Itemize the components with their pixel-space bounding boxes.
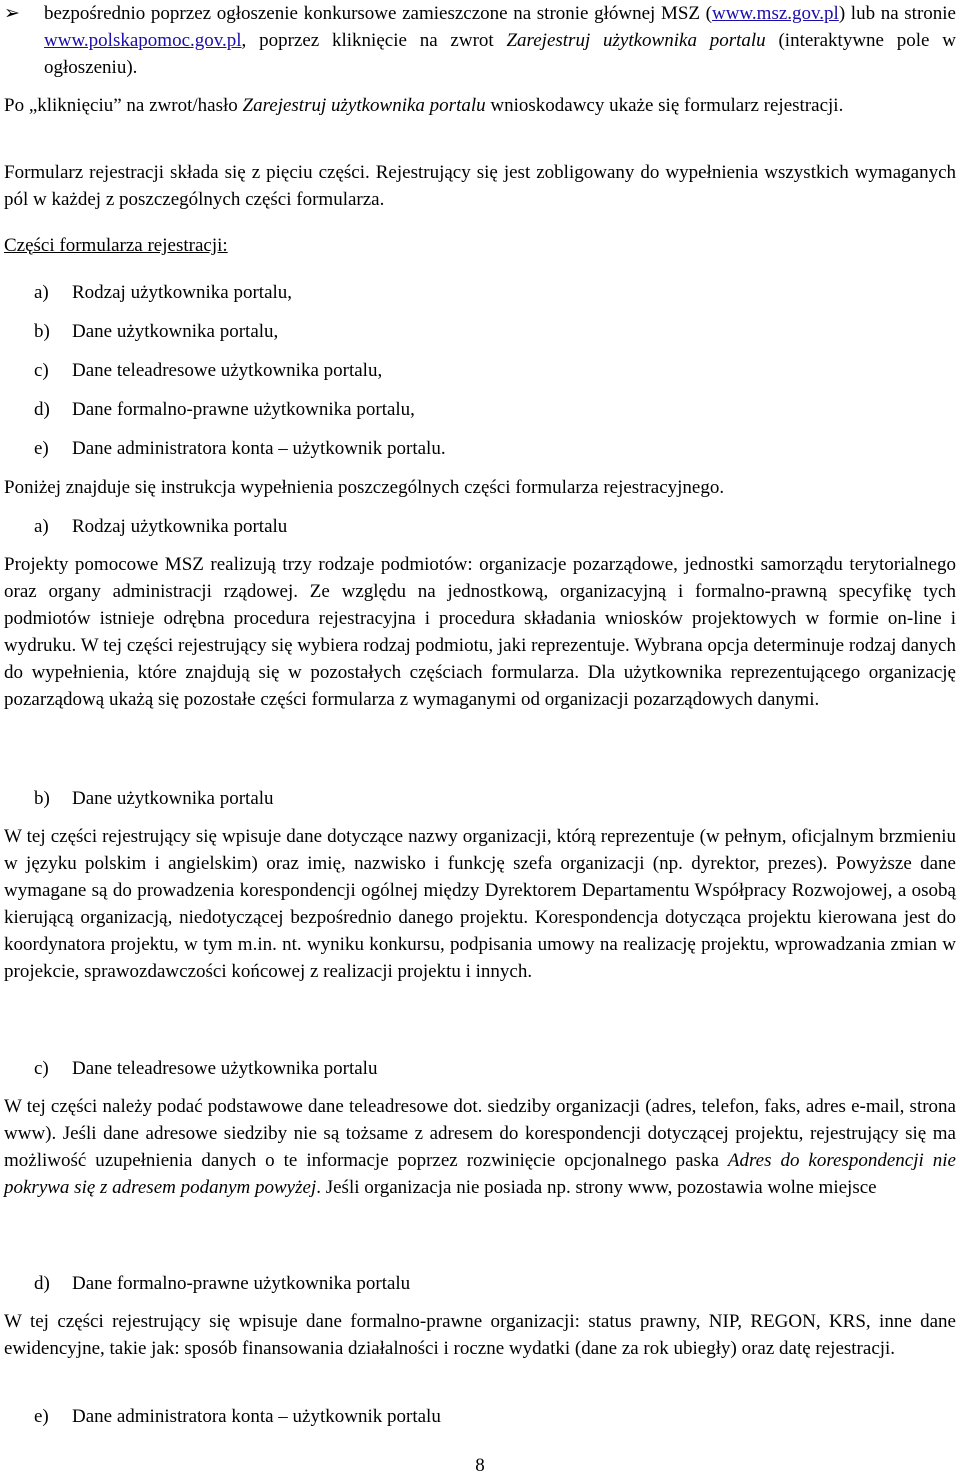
click-italic-phrase: Zarejestruj użytkownika portalu — [242, 95, 486, 116]
section-a-heading — [34, 513, 956, 540]
intro-text-3: , poprzez kliknięcie na zwrot — [241, 30, 507, 51]
polskapomoc-link[interactable]: www.polskapomoc.gov.pl — [44, 30, 242, 51]
section-title: Dane użytkownika portalu — [72, 788, 274, 809]
parts-heading-text: Części formularza rejestracji: — [4, 235, 228, 256]
section-title: Dane teleadresowe użytkownika portalu — [72, 1058, 378, 1079]
list-text: Dane teleadresowe użytkownika portalu, — [72, 360, 383, 381]
intro-text-1: bezpośrednio poprzez ogłoszenie konkursowe zamieszczone na stronie głównej MSZ ( — [44, 3, 712, 24]
parts-heading — [4, 232, 956, 259]
section-b-body: W tej części rejestrujący się wpisuje dane dotyczące nazwy organizacji, którą reprezentuje (w pełnym, oficjalnym brzmieniu w języku polskim i angielskim) oraz imię, nazwisko i funkcję szefa organizacji (np. dyrektor, prezes). Powyższe dane wymagane są do prowadzenia korespondencji ogólnej między Dyrektorem Departamentu Współpracy Rozwojowej, a osobą kierującą organizacją, niedotyczącej bezpośrednio danego projektu. Korespondencja dotycząca projektu kierowana jest do koordynatora projektu, w tym m.in. nt. wyniku konkursu, podpisania umowy na realizację projektu, wprowadzania zmian w projekcie, sprawozdawczości końcowej z realizacji projektu i innych. — [4, 826, 956, 982]
section-d-heading — [34, 1270, 956, 1297]
list-item — [34, 279, 956, 306]
list-letter: c) — [34, 360, 49, 381]
intro-italic-phrase: Zarejestruj użytkownika portalu — [506, 30, 766, 51]
click-text-after: wnioskodawcy ukaże się formularz rejestracji. — [485, 95, 844, 116]
section-title: Dane administratora konta – użytkownik portalu — [72, 1406, 441, 1427]
list-text: Dane użytkownika portalu, — [72, 321, 279, 342]
click-paragraph — [4, 92, 956, 119]
section-letter: a) — [34, 516, 49, 537]
section-letter: e) — [34, 1406, 49, 1427]
section-c-text-2: . Jeśli organizacja nie posiada np. strony www, pozostawia wolne miejsce — [316, 1177, 877, 1198]
list-text: Dane formalno-prawne użytkownika portalu, — [72, 399, 415, 420]
list-letter: a) — [34, 282, 49, 303]
section-letter: c) — [34, 1058, 49, 1079]
section-d-body: W tej części rejestrujący się wpisuje dane formalno-prawne organizacji: status prawny, NIP, REGON, KRS, inne dane ewidencyjne, takie jak: sposób finansowania działalności i roczne wydatki (dane za rok ubiegły) oraz datę rejestracji. — [4, 1311, 956, 1359]
list-text: Rodzaj użytkownika portalu, — [72, 282, 293, 303]
page-number: 8 — [475, 1455, 485, 1476]
intro-bullet-item — [0, 0, 956, 81]
intro-text-4: (interaktywne pole w ogłoszeniu). — [44, 30, 956, 78]
list-item — [34, 357, 956, 384]
list-item — [34, 435, 956, 462]
section-a-body: Projekty pomocowe MSZ realizują trzy rodzaje podmiotów: organizacje pozarządowe, jednostki samorządu terytorialnego oraz organy administracji rządowej. Ze względu na jednostkową, organizacyjną i formalno-prawną specyfikę tych podmiotów istnieje odrębna procedura rejestracyjna i procedura składania wniosków projektowych w formie on-line i wydruku. W tej części rejestrujący się wybiera rodzaj podmiotu, jaki reprezentuje. Wybrana opcja determinuje rodzaj danych do wypełnienia, które znajdują się w pozostałych częściach formularza. Dla użytkownika reprezentującego organizację pozarządową ukażą się pozostałe części formularza z wymaganymi od organizacji pozarządowych danymi. — [4, 554, 956, 710]
section-c-text-1: W tej części należy podać podstawowe dane teleadresowe dot. siedziby organizacji (adres, telefon, faks, adres e-mail, strona www). Jeśli dane adresowe siedziby nie są tożsame z adresem do korespondencji dotyczącej projektu, rejestrujący się ma możliwość uzupełnienia danych o te informacje poprzez rozwinięcie opcjonalnego paska — [4, 1096, 956, 1171]
section-title: Rodzaj użytkownika portalu — [72, 516, 288, 537]
click-text-before: Po „kliknięciu” na zwrot/hasło — [4, 95, 243, 116]
list-letter: b) — [34, 321, 50, 342]
section-c-heading — [34, 1055, 956, 1082]
section-title: Dane formalno-prawne użytkownika portalu — [72, 1273, 411, 1294]
section-letter: b) — [34, 788, 50, 809]
list-letter: e) — [34, 438, 49, 459]
list-text: Dane administratora konta – użytkownik portalu. — [72, 438, 446, 459]
intro-text-2: ) lub na stronie — [838, 3, 956, 24]
instruction-paragraph: Poniżej znajduje się instrukcja wypełnienia poszczególnych części formularza rejestracyjnego. — [4, 477, 725, 498]
list-letter: d) — [34, 399, 50, 420]
section-c-body — [4, 1093, 956, 1201]
section-c-italic-phrase: Adres do korespondencji nie pokrywa się z adresem podanym powyżej — [4, 1150, 956, 1198]
section-letter: d) — [34, 1273, 50, 1294]
msz-link[interactable]: www.msz.gov.pl — [711, 3, 839, 24]
list-item — [34, 318, 956, 345]
parts-paragraph: Formularz rejestracji składa się z pięciu części. Rejestrujący się jest zobligowany do wypełnienia wszystkich wymaganych pól w każdej z poszczególnych części formularza. — [4, 162, 956, 210]
section-b-heading — [34, 785, 956, 812]
arrow-bullet-icon: ➢ — [4, 3, 20, 24]
list-item — [34, 396, 956, 423]
section-e-heading — [34, 1403, 956, 1430]
